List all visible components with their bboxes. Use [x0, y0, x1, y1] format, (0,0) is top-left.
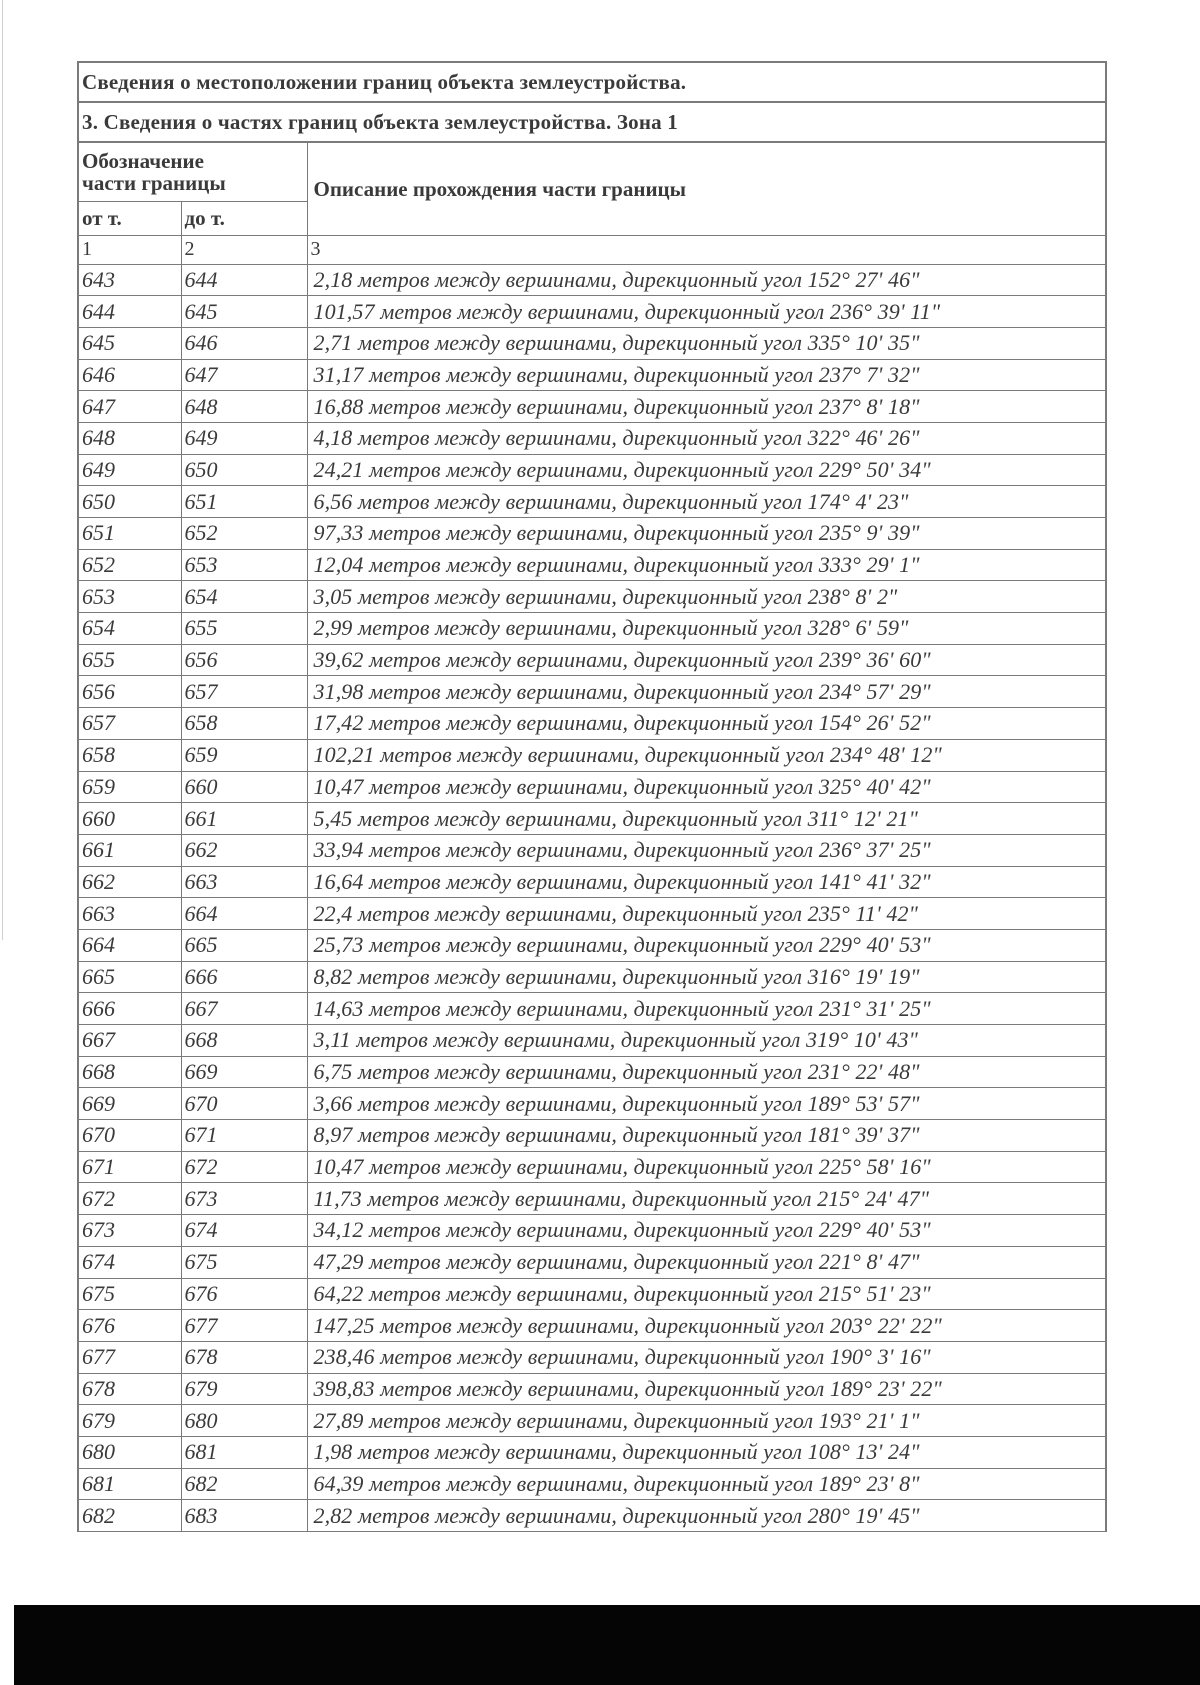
table-row: [79, 866, 1105, 898]
from-point-cell: 657: [79, 708, 181, 740]
to-point-cell: 646: [181, 327, 307, 359]
table-row: [79, 359, 1105, 391]
from-point-cell: 647: [79, 391, 181, 423]
column-index-2: 2: [181, 235, 307, 264]
segment-description-cell: 2,99 метров между вершинами, дирекционный угол 328° 6' 59": [307, 613, 1105, 645]
from-point-cell: 644: [79, 296, 181, 328]
page-edge-line: [2, 0, 3, 940]
segment-description-cell: 47,29 метров между вершинами, дирекционный угол 221° 8' 47": [307, 1246, 1105, 1278]
segment-description-cell: 64,39 метров между вершинами, дирекционный угол 189° 23' 8": [307, 1468, 1105, 1500]
from-point-cell: 646: [79, 359, 181, 391]
to-point-cell: 674: [181, 1215, 307, 1247]
segment-description-cell: 8,97 метров между вершинами, дирекционный угол 181° 39' 37": [307, 1120, 1105, 1152]
designation-header-line1: Обозначение: [82, 148, 204, 173]
to-point-cell: 645: [181, 296, 307, 328]
to-point-cell: 671: [181, 1120, 307, 1152]
from-point-cell: 651: [79, 518, 181, 550]
table-row: [79, 1025, 1105, 1057]
segment-description-cell: 8,82 метров между вершинами, дирекционный угол 316° 19' 19": [307, 961, 1105, 993]
from-point-cell: 667: [79, 1025, 181, 1057]
table-row: [79, 1088, 1105, 1120]
segment-description-cell: 2,18 метров между вершинами, дирекционный угол 152° 27' 46": [307, 264, 1105, 296]
to-point-cell: 678: [181, 1341, 307, 1373]
segment-description-cell: 2,71 метров между вершинами, дирекционный угол 335° 10' 35": [307, 327, 1105, 359]
segment-description-cell: 10,47 метров между вершинами, дирекционный угол 325° 40' 42": [307, 771, 1105, 803]
to-point-cell: 647: [181, 359, 307, 391]
table-row: [79, 454, 1105, 486]
table-row: [79, 1183, 1105, 1215]
segment-description-cell: 6,75 метров между вершинами, дирекционный угол 231° 22' 48": [307, 1056, 1105, 1088]
segment-description-cell: 39,62 метров между вершинами, дирекционный угол 239° 36' 60": [307, 644, 1105, 676]
from-point-cell: 643: [79, 264, 181, 296]
from-point-cell: 682: [79, 1500, 181, 1532]
to-point-cell: 669: [181, 1056, 307, 1088]
table-row: [79, 929, 1105, 961]
scan-dark-bar: [14, 1605, 1200, 1685]
from-point-cell: 659: [79, 771, 181, 803]
from-point-cell: 645: [79, 327, 181, 359]
to-point-cell: 660: [181, 771, 307, 803]
table-row: [79, 739, 1105, 771]
segment-description-cell: 6,56 метров между вершинами, дирекционный угол 174° 4' 23": [307, 486, 1105, 518]
to-point-cell: 679: [181, 1373, 307, 1405]
to-point-cell: 667: [181, 993, 307, 1025]
segment-description-cell: 27,89 метров между вершинами, дирекционный угол 193° 21' 1": [307, 1405, 1105, 1437]
to-point-cell: 662: [181, 834, 307, 866]
segment-description-cell: 11,73 метров между вершинами, дирекционный угол 215° 24' 47": [307, 1183, 1105, 1215]
to-point-cell: 652: [181, 518, 307, 550]
from-point-cell: 678: [79, 1373, 181, 1405]
segment-description-cell: 16,88 метров между вершинами, дирекционный угол 237° 8' 18": [307, 391, 1105, 423]
table-row: [79, 1468, 1105, 1500]
from-point-cell: 674: [79, 1246, 181, 1278]
from-point-cell: 681: [79, 1468, 181, 1500]
from-point-cell: 669: [79, 1088, 181, 1120]
to-point-cell: 659: [181, 739, 307, 771]
segment-description-cell: 10,47 метров между вершинами, дирекционный угол 225° 58' 16": [307, 1151, 1105, 1183]
to-point-cell: 664: [181, 898, 307, 930]
from-point-cell: 668: [79, 1056, 181, 1088]
table-row: [79, 518, 1105, 550]
from-point-cell: 658: [79, 739, 181, 771]
from-point-cell: 662: [79, 866, 181, 898]
to-point-cell: 665: [181, 929, 307, 961]
to-point-cell: 648: [181, 391, 307, 423]
segment-description-cell: 1,98 метров между вершинами, дирекционный угол 108° 13' 24": [307, 1436, 1105, 1468]
segment-description-cell: 2,82 метров между вершинами, дирекционный угол 280° 19' 45": [307, 1500, 1105, 1532]
to-point-cell: 655: [181, 613, 307, 645]
designation-header: [79, 143, 307, 201]
table-row: [79, 1436, 1105, 1468]
from-point-header: от т.: [79, 201, 181, 235]
to-point-cell: 673: [181, 1183, 307, 1215]
segment-description-cell: 5,45 метров между вершинами, дирекционный угол 311° 12' 21": [307, 803, 1105, 835]
table-row: [79, 1341, 1105, 1373]
to-point-header: до т.: [181, 201, 307, 235]
table-row: [79, 1151, 1105, 1183]
table-row: [79, 803, 1105, 835]
table-row: [79, 549, 1105, 581]
boundary-table: [79, 143, 1105, 1532]
document-title: Сведения о местоположении границ объекта землеустройства.: [79, 63, 1105, 103]
segment-description-cell: 4,18 метров между вершинами, дирекционный угол 322° 46' 26": [307, 422, 1105, 454]
to-point-cell: 651: [181, 486, 307, 518]
segment-description-cell: 33,94 метров между вершинами, дирекционный угол 236° 37' 25": [307, 834, 1105, 866]
to-point-cell: 681: [181, 1436, 307, 1468]
segment-description-cell: 34,12 метров между вершинами, дирекционный угол 229° 40' 53": [307, 1215, 1105, 1247]
to-point-cell: 666: [181, 961, 307, 993]
segment-description-cell: 31,17 метров между вершинами, дирекционный угол 237° 7' 32": [307, 359, 1105, 391]
table-row: [79, 1278, 1105, 1310]
from-point-cell: 676: [79, 1310, 181, 1342]
to-point-cell: 644: [181, 264, 307, 296]
column-index-1: 1: [79, 235, 181, 264]
to-point-cell: 677: [181, 1310, 307, 1342]
table-row: [79, 486, 1105, 518]
table-row: [79, 1405, 1105, 1437]
table-row: [79, 264, 1105, 296]
from-point-cell: 649: [79, 454, 181, 486]
segment-description-cell: 147,25 метров между вершинами, дирекционный угол 203° 22' 22": [307, 1310, 1105, 1342]
from-point-cell: 652: [79, 549, 181, 581]
segment-description-cell: 3,11 метров между вершинами, дирекционный угол 319° 10' 43": [307, 1025, 1105, 1057]
table-row: [79, 613, 1105, 645]
to-point-cell: 683: [181, 1500, 307, 1532]
to-point-cell: 654: [181, 581, 307, 613]
table-row: [79, 644, 1105, 676]
from-point-cell: 661: [79, 834, 181, 866]
from-point-cell: 670: [79, 1120, 181, 1152]
boundary-table-sheet: [77, 61, 1107, 1532]
from-point-cell: 680: [79, 1436, 181, 1468]
table-row: [79, 834, 1105, 866]
segment-description-cell: 97,33 метров между вершинами, дирекционный угол 235° 9' 39": [307, 518, 1105, 550]
table-row: [79, 1246, 1105, 1278]
to-point-cell: 682: [181, 1468, 307, 1500]
from-point-cell: 673: [79, 1215, 181, 1247]
segment-description-cell: 64,22 метров между вершинами, дирекционный угол 215° 51' 23": [307, 1278, 1105, 1310]
to-point-cell: 656: [181, 644, 307, 676]
from-point-cell: 654: [79, 613, 181, 645]
table-row: [79, 391, 1105, 423]
segment-description-cell: 102,21 метров между вершинами, дирекционный угол 234° 48' 12": [307, 739, 1105, 771]
to-point-cell: 663: [181, 866, 307, 898]
from-point-cell: 679: [79, 1405, 181, 1437]
table-row: [79, 327, 1105, 359]
segment-description-cell: 25,73 метров между вершинами, дирекционный угол 229° 40' 53": [307, 929, 1105, 961]
segment-description-cell: 24,21 метров между вершинами, дирекционный угол 229° 50' 34": [307, 454, 1105, 486]
table-row: [79, 961, 1105, 993]
from-point-cell: 655: [79, 644, 181, 676]
from-point-cell: 653: [79, 581, 181, 613]
segment-description-cell: 16,64 метров между вершинами, дирекционный угол 141° 41' 32": [307, 866, 1105, 898]
table-row: [79, 1500, 1105, 1532]
from-point-cell: 672: [79, 1183, 181, 1215]
table-row: [79, 1373, 1105, 1405]
from-point-cell: 671: [79, 1151, 181, 1183]
from-point-cell: 677: [79, 1341, 181, 1373]
segment-description-cell: 398,83 метров между вершинами, дирекционный угол 189° 23' 22": [307, 1373, 1105, 1405]
table-row: [79, 771, 1105, 803]
column-index-row: [79, 235, 1105, 264]
table-row: [79, 422, 1105, 454]
to-point-cell: 653: [181, 549, 307, 581]
designation-header-line2: части границы: [82, 170, 226, 195]
table-row: [79, 1056, 1105, 1088]
table-row: [79, 1310, 1105, 1342]
to-point-cell: 661: [181, 803, 307, 835]
from-point-cell: 648: [79, 422, 181, 454]
to-point-cell: 675: [181, 1246, 307, 1278]
table-row: [79, 898, 1105, 930]
segment-description-cell: 17,42 метров между вершинами, дирекционный угол 154° 26' 52": [307, 708, 1105, 740]
segment-description-cell: 238,46 метров между вершинами, дирекционный угол 190° 3' 16": [307, 1341, 1105, 1373]
to-point-cell: 650: [181, 454, 307, 486]
from-point-cell: 656: [79, 676, 181, 708]
to-point-cell: 676: [181, 1278, 307, 1310]
to-point-cell: 680: [181, 1405, 307, 1437]
from-point-cell: 663: [79, 898, 181, 930]
section-subtitle: 3. Сведения о частях границ объекта землеустройства. Зона 1: [79, 103, 1105, 143]
from-point-cell: 650: [79, 486, 181, 518]
table-row: [79, 296, 1105, 328]
segment-description-cell: 12,04 метров между вершинами, дирекционный угол 333° 29' 1": [307, 549, 1105, 581]
from-point-cell: 666: [79, 993, 181, 1025]
to-point-cell: 672: [181, 1151, 307, 1183]
segment-description-cell: 3,05 метров между вершинами, дирекционный угол 238° 8' 2": [307, 581, 1105, 613]
segment-description-cell: 14,63 метров между вершинами, дирекционный угол 231° 31' 25": [307, 993, 1105, 1025]
from-point-cell: 665: [79, 961, 181, 993]
table-row: [79, 708, 1105, 740]
from-point-cell: 675: [79, 1278, 181, 1310]
from-point-cell: 664: [79, 929, 181, 961]
segment-description-cell: 101,57 метров между вершинами, дирекционный угол 236° 39' 11": [307, 296, 1105, 328]
header-row: [79, 143, 1105, 201]
column-index-3: 3: [307, 235, 1105, 264]
segment-description-cell: 22,4 метров между вершинами, дирекционный угол 235° 11' 42": [307, 898, 1105, 930]
to-point-cell: 670: [181, 1088, 307, 1120]
to-point-cell: 657: [181, 676, 307, 708]
table-row: [79, 1120, 1105, 1152]
segment-description-cell: 31,98 метров между вершинами, дирекционный угол 234° 57' 29": [307, 676, 1105, 708]
segment-description-cell: 3,66 метров между вершинами, дирекционный угол 189° 53' 57": [307, 1088, 1105, 1120]
description-header: Описание прохождения части границы: [307, 143, 1105, 235]
to-point-cell: 658: [181, 708, 307, 740]
to-point-cell: 668: [181, 1025, 307, 1057]
table-row: [79, 581, 1105, 613]
table-row: [79, 1215, 1105, 1247]
from-point-cell: 660: [79, 803, 181, 835]
table-row: [79, 993, 1105, 1025]
to-point-cell: 649: [181, 422, 307, 454]
table-row: [79, 676, 1105, 708]
